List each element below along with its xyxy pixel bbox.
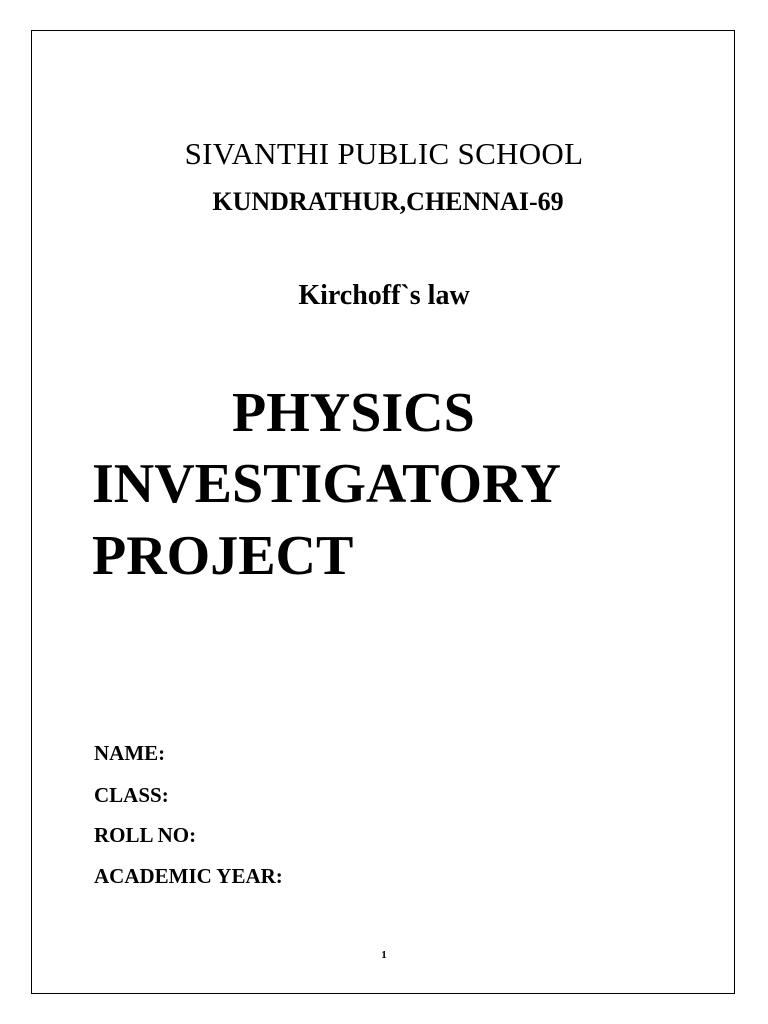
project-topic: Kirchoff`s law [298, 280, 470, 311]
school-name: SIVANTHI PUBLIC SCHOOL [184, 136, 584, 171]
class-field-label: CLASS: [94, 783, 169, 807]
page-number: 1 [381, 949, 387, 961]
academic-year-field-label: ACADEMIC YEAR: [94, 864, 283, 888]
roll-no-field-label: ROLL NO: [94, 823, 197, 847]
title-line-physics: PHYSICS [232, 382, 475, 444]
title-line-project: PROJECT [92, 525, 354, 587]
title-line-investigatory: INVESTIGATORY [92, 453, 561, 515]
school-address: KUNDRATHUR,CHENNAI-69 [212, 187, 564, 216]
name-field-label: NAME: [94, 741, 166, 765]
